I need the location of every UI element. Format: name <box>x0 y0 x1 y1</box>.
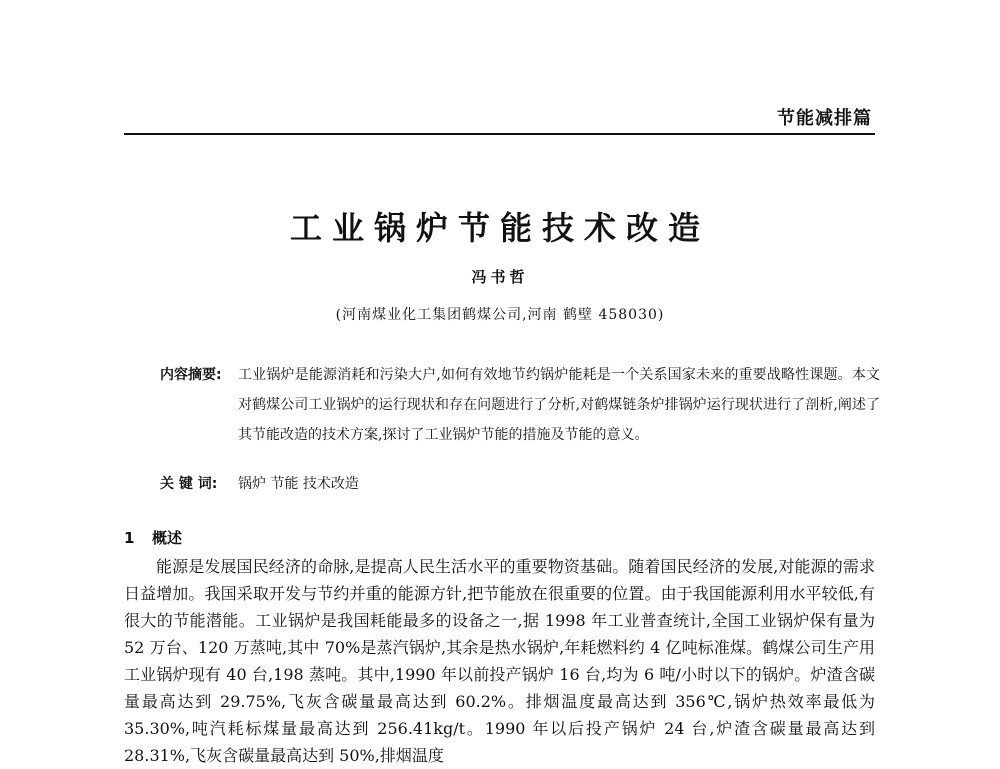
abstract-row <box>160 360 880 450</box>
section-number: 1 <box>124 529 135 547</box>
section-title: 概述 <box>152 529 183 547</box>
body-paragraph: 能源是发展国民经济的命脉,是提高人民生活水平的重要物资基础。随着国民经济的发展,对能源的需求日益增加。我国采取开发与节约并重的能源方针,把节能放在很重要的位置。由于我国能源利用水平较低,有很大的节能潜能。工业锅炉是我国耗能最多的设备之一,据 1998 年工业普查统计,全国工业锅炉保有量为 52 万台、120 万蒸吨,其中 70%是蒸汽锅炉,其余是热水锅炉,年耗燃料约 4 亿吨标准煤。鹤煤公司生产用工业锅炉现有 40 台,198 蒸吨。其中,1990 年以前投产锅炉 16 台,均为 6 吨/小时以下的锅炉。炉渣含碳量最高达到 29.75%,飞灰含碳量最高达到 60.2%。排烟温度最高达到 356℃,锅炉热效率最低为 35.30%,吨汽耗标煤量最高达到 256.41kg/t。1990 年以后投产锅炉 24 台,炉渣含碳量最高达到 28.31%,飞灰含碳量最高达到 50%,排烟温度 <box>124 557 875 765</box>
section-heading <box>124 527 182 548</box>
author-name: 冯书哲 <box>471 268 529 286</box>
keywords-label: 关 键 词: <box>160 476 218 492</box>
header-rule <box>124 133 875 135</box>
keywords <box>160 472 880 496</box>
author-affiliation: (河南煤业化工集团鹤煤公司,河南 鹤壁 458030) <box>335 307 665 323</box>
paper-title: 工业锅炉节能技术改造 <box>289 209 710 247</box>
abstract-label: 内容摘要: <box>160 367 222 383</box>
abstract-text: 工业锅炉是能源消耗和污染大户,如何有效地节约锅炉能耗是一个关系国家未来的重要战略性课题。本文对鹤煤公司工业锅炉的运行现状和存在问题进行了分析,对鹤煤链条炉排锅炉运行现状进行了剖析,阐述了其节能改造的技术方案,探讨了工业锅炉节能的措施及节能的意义。 <box>238 367 880 443</box>
keywords-text: 锅炉 节能 技术改造 <box>238 476 359 492</box>
section-tag: 节能减排篇 <box>777 108 872 129</box>
abstract <box>160 360 880 450</box>
